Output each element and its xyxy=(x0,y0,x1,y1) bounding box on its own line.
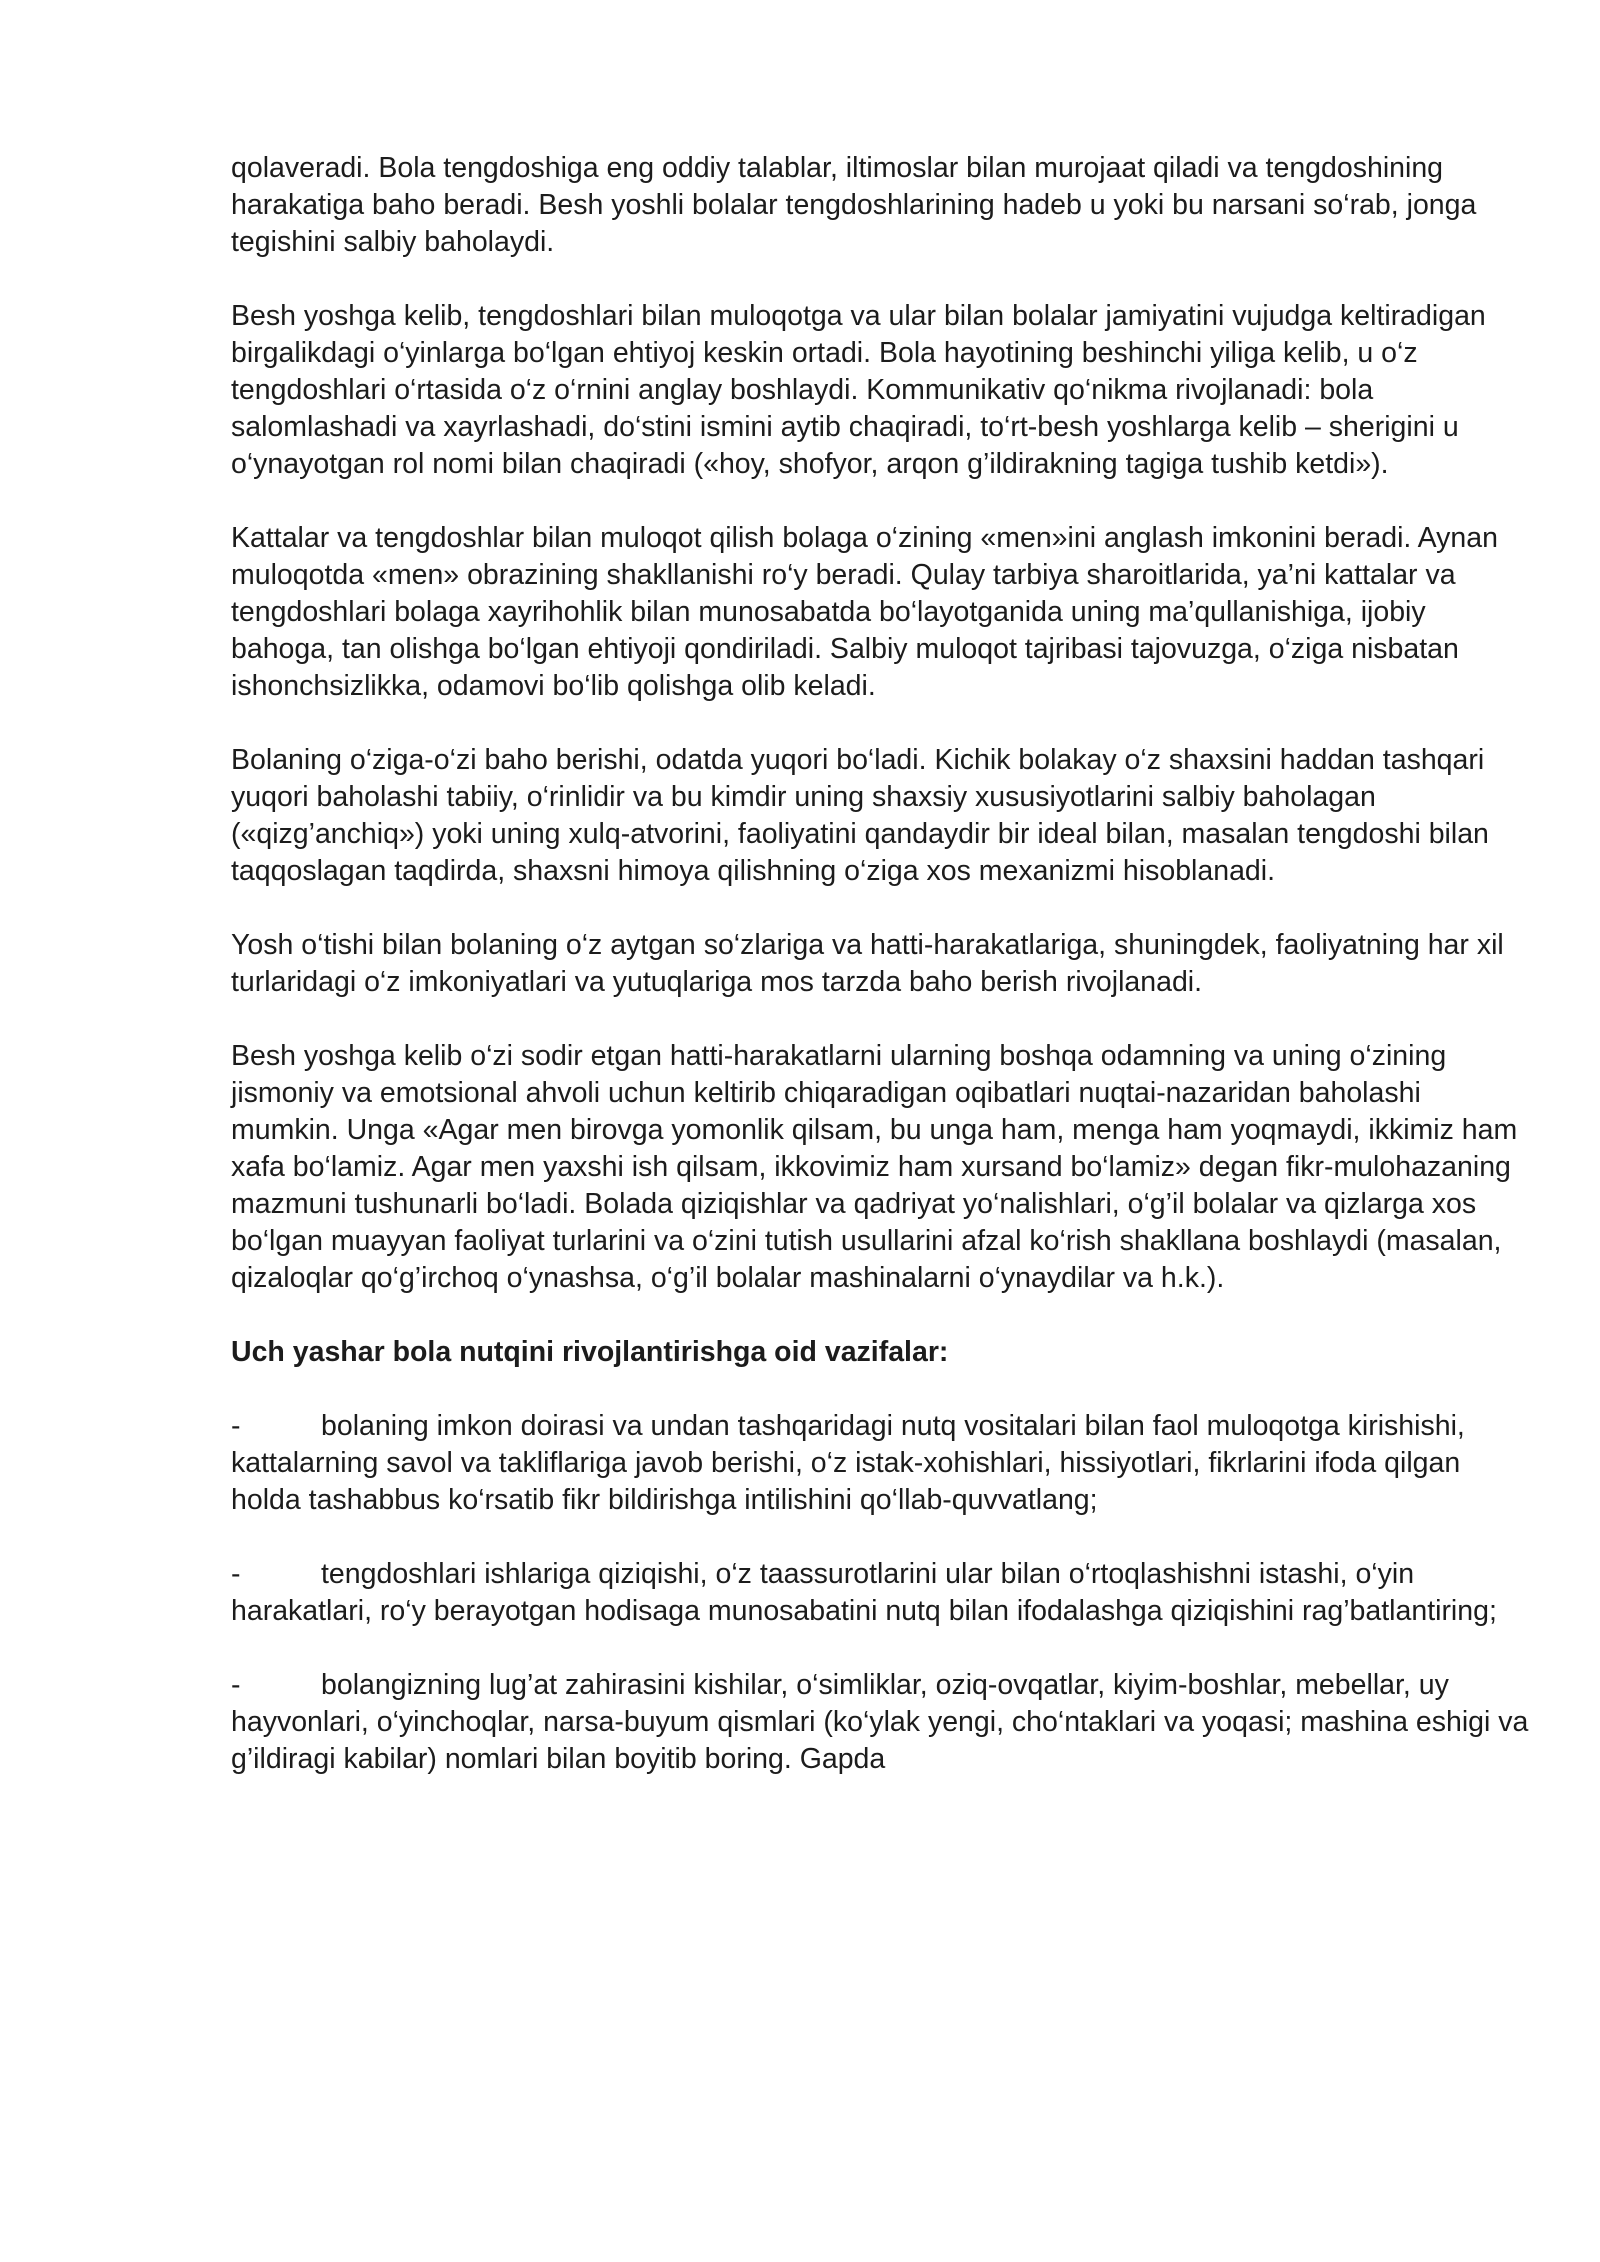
list-item xyxy=(231,1408,1531,1519)
paragraph-4: Bolaning o‘ziga-o‘zi baho berishi, odatda yuqori bo‘ladi. Kichik bolakay o‘z shaxsini haddan tashqari yuqori baholashi tabiiy, o‘rinlidir va bu kimdir uning shaxsiy xususiyotlarini salbiy baholagan («qizg’anchiq») yoki uning xulq-atvorini, faoliyatini qandaydir bir ideal bilan, masalan tengdoshi bilan taqqoslagan taqdirda, shaxsni himoya qilishning o‘ziga xos mexanizmi hisoblanadi. xyxy=(231,744,1489,887)
paragraph-5: Yosh o‘tishi bilan bolaning o‘z aytgan so‘zlariga va hatti-harakatlariga, shuningdek, faoliyatning har xil turlaridagi o‘z imkoniyatlari va yutuqlariga mos tarzda baho berish rivojlanadi. xyxy=(231,929,1504,998)
paragraph-3: Kattalar va tengdoshlar bilan muloqot qilish bolaga o‘zining «men»ini anglash imkonini beradi. Aynan muloqotda «men» obrazining shakllanishi ro‘y beradi. Qulay tarbiya sharoitlarida, ya’ni kattalar va tengdoshlari bolaga xayrihohlik bilan munosabatda bo‘layotganida uning ma’qullanishiga, ijobiy bahoga, tan olishga bo‘lgan ehtiyoji qondiriladi. Salbiy muloqot tajribasi tajovuzga, o‘ziga nisbatan ishonchsizlikka, odamovi bo‘lib qolishga olib keladi. xyxy=(231,522,1498,702)
list-dash: - xyxy=(231,1669,241,1701)
list-item-text: tengdoshlari ishlariga qiziqishi, o‘z taassurotlarini ular bilan o‘rtoqlashishni istashi, o‘yin harakatlari, ro‘y berayotgan hodisaga munosabatini nutq bilan ifodalashga qiziqishini rag’batlantiring; xyxy=(231,1558,1497,1627)
list-item xyxy=(231,1667,1531,1778)
list-item-text: bolaning imkon doirasi va undan tashqaridagi nutq vositalari bilan faol muloqotga kirishishi, kattalarning savol va takliflariga javob berishi, o‘z istak-xohishlari, hissiyotlari, fikrlarini ifoda qilgan holda tashabbus ko‘rsatib fikr bildirishga intilishini qo‘llab-quvvatlang; xyxy=(231,1410,1465,1516)
list-item xyxy=(231,1556,1531,1630)
paragraph-6: Besh yoshga kelib o‘zi sodir etgan hatti-harakatlarni ularning boshqa odamning va uning o‘zining jismoniy va emotsional ahvoli uchun keltirib chiqaradigan oqibatlari nuqtai-nazaridan baholashi mumkin. Unga «Agar men birovga yomonlik qilsam, bu unga ham, menga ham yoqmaydi, ikkimiz ham xafa bo‘lamiz. Agar men yaxshi ish qilsam, ikkovimiz ham xursand bo‘lamiz» degan fikr-mulohazaning mazmuni tushunarli bo‘ladi. Bolada qiziqishlar va qadriyat yo‘nalishlari, o‘g’il bolalar va qizlarga xos bo‘lgan muayyan faoliyat turlarini va o‘zini tutish usullarini afzal ko‘rish shakllana boshlaydi (masalan, qizaloqlar qo‘g’irchoq o‘ynashsa, o‘g’il bolalar mashinalarni o‘ynaydilar va h.k.). xyxy=(231,1040,1518,1294)
list-dash: - xyxy=(231,1410,241,1442)
list-item-text: bolangizning lug’at zahirasini kishilar, o‘simliklar, oziq-ovqatlar, kiyim-boshlar, mebellar, uy hayvonlari, o‘yinchoqlar, narsa-buyum qismlari (ko‘ylak yengi, cho‘ntaklari va yoqasi; mashina eshigi va g’ildiragi kabilar) nomlari bilan boyitib boring. Gapda xyxy=(231,1669,1529,1775)
document-page xyxy=(231,150,1531,1815)
paragraph-1: qolaveradi. Bola tengdoshiga eng oddiy talablar, iltimoslar bilan murojaat qiladi va tengdoshining harakatiga baho beradi. Besh yoshli bolalar tengdoshlarining hadeb u yoki bu narsani so‘rab, jonga tegishini salbiy baholaydi. xyxy=(231,152,1477,258)
paragraph-2: Besh yoshga kelib, tengdoshlari bilan muloqotga va ular bilan bolalar jamiyatini vujudga keltiradigan birgalikdagi o‘yinlarga bo‘lgan ehtiyoj keskin ortadi. Bola hayotining beshinchi yiliga kelib, u o‘z tengdoshlari o‘rtasida o‘z o‘rnini anglay boshlaydi. Kommunikativ qo‘nikma rivojlanadi: bola salomlashadi va xayrlashadi, do‘stini ismini aytib chaqiradi, to‘rt-besh yoshlarga kelib – sherigini u o‘ynayotgan rol nomi bilan chaqiradi («hoy, shofyor, arqon g’ildirakning tagiga tushib ketdi»). xyxy=(231,300,1486,480)
section-heading: Uch yashar bola nutqini rivojlantirishga oid vazifalar: xyxy=(231,1336,949,1368)
list-dash: - xyxy=(231,1558,241,1590)
